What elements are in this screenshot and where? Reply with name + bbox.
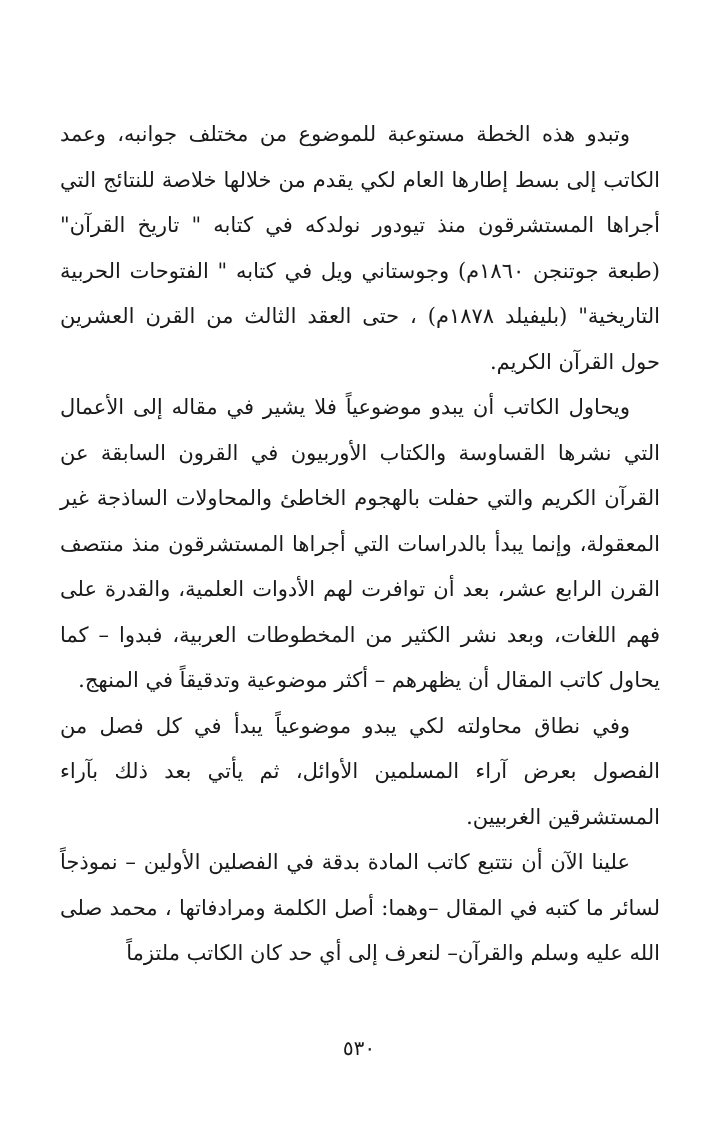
page-number: ٥٣٠ xyxy=(342,1036,376,1060)
paragraph-1: وتبدو هذه الخطة مستوعبة للموضوع من مختلف جوانبه، وعمد الكاتب إلى بسط إطارها العام لكي يقدم من خلالها خلاصة للنتائج التي أجراها المستشرقون منذ تيودور نولدكه في كتابه " تاريخ القرآن" (طبعة جوتنجن ١٨٦٠م) وجوستاني ويل في كتابه " الفتوحات الحربية التاريخية" (بليفيلد ١٨٧٨م) ، حتى العقد الثالث من القرن العشرين حول القرآن الكريم. xyxy=(60,122,660,374)
paragraph-3: وفي نطاق محاولته لكي يبدو موضوعياً يبدأ في كل فصل من الفصول بعرض آراء المسلمين الأوائل، ثم يأتي بعد ذلك بآراء المستشرقين الغربيين. xyxy=(60,713,660,829)
paragraph-4: علينا الآن أن نتتبع كاتب المادة بدقة في الفصلين الأولين – نموذجاً لسائر ما كتبه في المقال –وهما: أصل الكلمة ومرادفاتها ، محمد صلى الله عليه وسلم والقرآن– لنعرف إلى أي حد كان الكاتب ملتزماً xyxy=(60,850,660,965)
paragraph-2: ويحاول الكاتب أن يبدو موضوعياً فلا يشير في مقاله إلى الأعمال التي نشرها القساوسة والكتاب الأوربيون في القرون السابقة عن القرآن الكريم والتي حفلت بالهجوم الخاطئ والمحاولات الساذجة غير المعقولة، وإنما يبدأ بالدراسات التي أجراها المستشرقون منذ منتصف القرن الرابع عشر، بعد أن توافرت لهم الأدوات العلمية، والقدرة على فهم اللغات، وبعد نشر الكثير من المخطوطات العربية، فبدوا – كما يحاول كاتب المقال أن يظهرهم – أكثر موضوعية وتدقيقاً في المنهج. xyxy=(60,395,660,692)
body-text xyxy=(60,112,660,977)
